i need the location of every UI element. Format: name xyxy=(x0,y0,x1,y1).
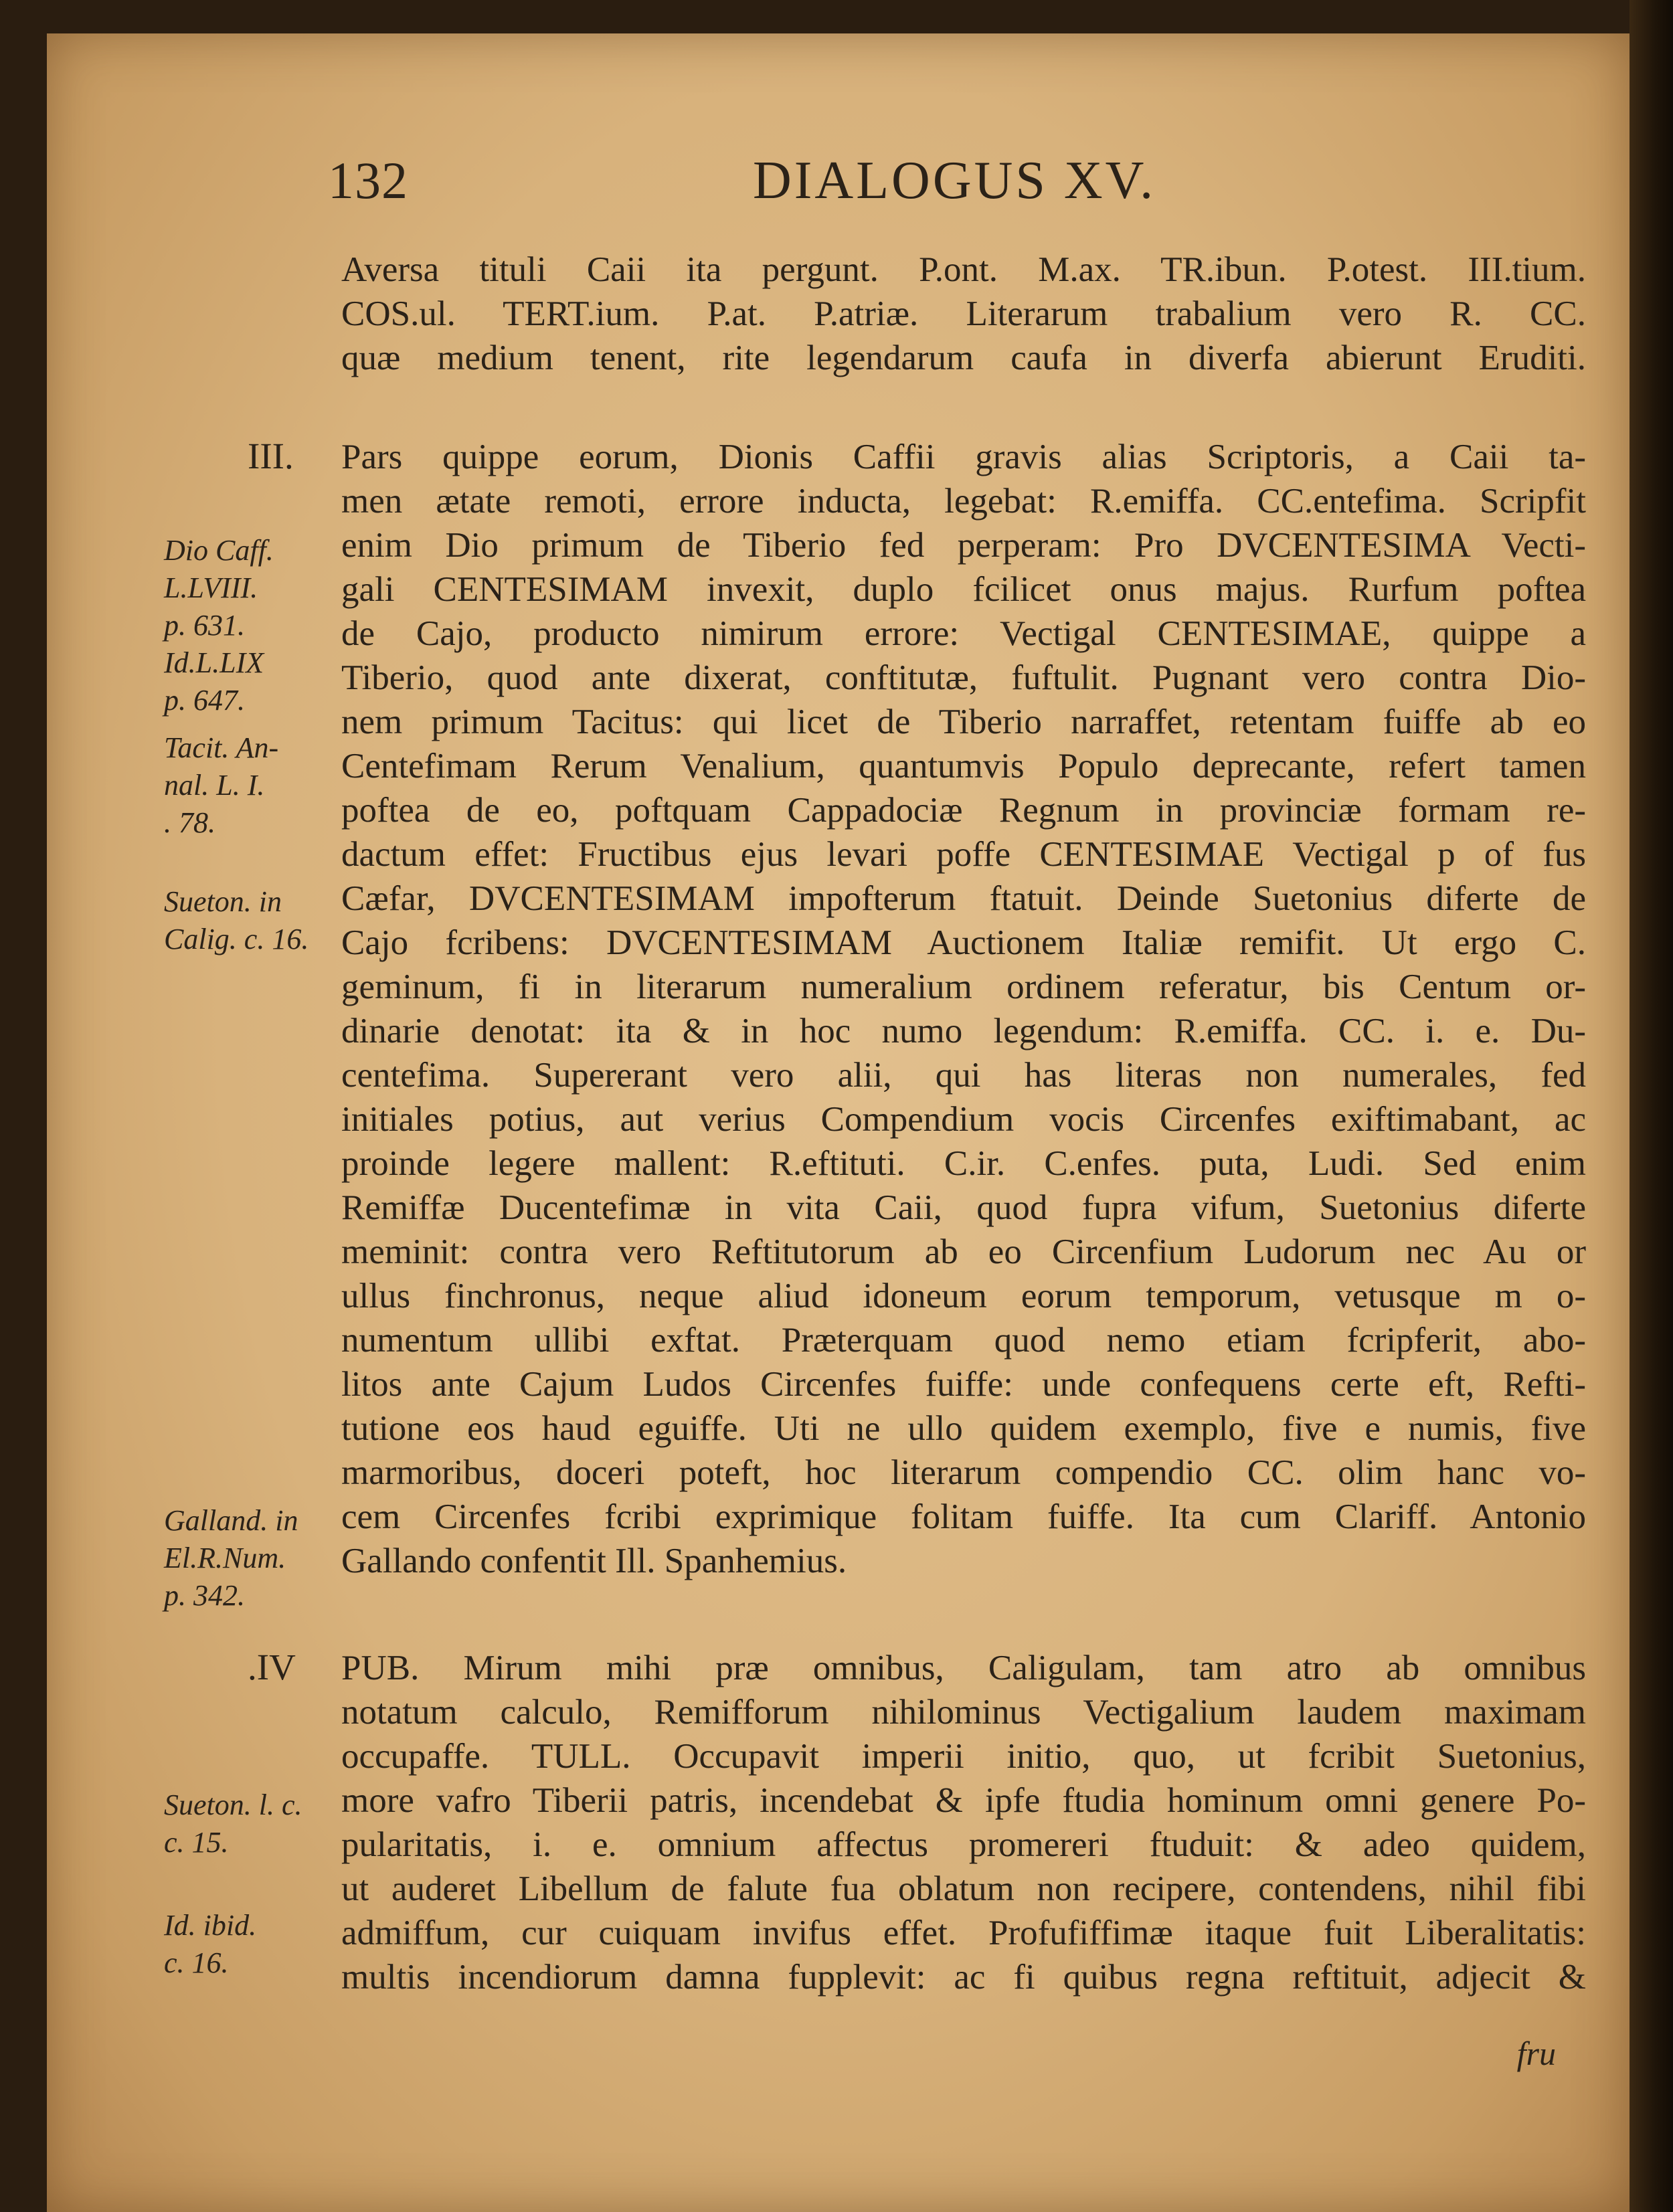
text-line: poftea de eo, poftquam Cappadociæ Regnum in provinciæ formam re- xyxy=(341,791,1586,830)
text-line: litos ante Cajum Ludos Circenfes fuiffe: unde confequens certe eft, Refti- xyxy=(341,1365,1586,1404)
binding-gutter xyxy=(1630,0,1673,2212)
text-line: multis incendiorum damna fupplevit: ac fi quibus regna reftituit, adjecit & xyxy=(341,1958,1586,1997)
section-marker: .IV xyxy=(248,1647,296,1687)
text-line: Remiffæ Ducentefimæ in vita Caii, quod fupra vifum, Suetonius diferte xyxy=(341,1188,1586,1227)
margin-note: Galland. in El.R.Num. p. 342. xyxy=(164,1504,298,1612)
text-line: Centefimam Rerum Venalium, quantumvis Populo deprecante, refert tamen xyxy=(341,747,1586,786)
text-line: initiales potius, aut verius Compendium vocis Circenfes exiftimabant, ac xyxy=(341,1100,1586,1139)
text-line: occupaffe. TULL. Occupavit imperii initio, quo, ut fcribit Suetonius, xyxy=(341,1737,1586,1776)
text-line: ullus finchronus, neque aliud idoneum eorum temporum, vetusque m o- xyxy=(341,1277,1586,1315)
text-line: quæ medium tenent, rite legendarum caufa in diverfa abierunt Eruditi. xyxy=(341,339,1586,377)
text-line: dinarie denotat: ita & in hoc numo legendum: R.emiffa. CC. i. e. Du- xyxy=(341,1012,1586,1050)
text-line: de Cajo, producto nimirum errore: Vectigal CENTESIMAE, quippe a xyxy=(341,614,1586,653)
text-line: cem Circenfes fcribi exprimique folitam fuiffe. Ita cum Clariff. Antonio xyxy=(341,1497,1586,1536)
text-line: pularitatis, i. e. omnium affectus promereri ftuduit: & adeo quidem, xyxy=(341,1825,1586,1864)
page-number: 132 xyxy=(328,151,408,209)
text-line: enim Dio primum de Tiberio fed perperam: Pro DVCENTESIMA Vecti- xyxy=(341,526,1586,565)
margin-note: Id. ibid. c. 16. xyxy=(164,1909,257,1979)
text-line: Cæfar, DVCENTESIMAM impofterum ftatuit. Deinde Suetonius diferte de xyxy=(341,879,1586,918)
book-page xyxy=(47,33,1630,2212)
text-line: marmoribus, doceri poteft, hoc literarum compendio CC. olim hanc vo- xyxy=(341,1453,1586,1492)
text-line: geminum, fi in literarum numeralium ordinem referatur, bis Centum or- xyxy=(341,967,1586,1006)
text-line: ut auderet Libellum de falute fua oblatum non recipere, contendens, nihil fibi xyxy=(341,1869,1586,1908)
text-line: meminit: contra vero Reftitutorum ab eo Circenfium Ludorum nec Au or xyxy=(341,1232,1586,1271)
text-line: more vafro Tiberii patris, incendebat & ipfe ftudia hominum omni genere Po- xyxy=(341,1781,1586,1820)
text-line: PUB. Mirum mihi præ omnibus, Caligulam, tam atro ab omnibus xyxy=(341,1649,1586,1687)
text-line: Pars quippe eorum, Dionis Caffii gravis alias Scriptoris, a Caii ta- xyxy=(341,438,1586,476)
margin-note: Dio Caff. L.LVIII. p. 631. Id.L.LIX p. 647. xyxy=(164,534,274,717)
section-marker: III. xyxy=(248,436,294,476)
catchword: fru xyxy=(1516,2035,1556,2072)
text-line: tutione eos haud eguiffe. Uti ne ullo quidem exemplo, five e numis, five xyxy=(341,1409,1586,1448)
text-line: dactum effet: Fructibus ejus levari poffe CENTESIMAE Vectigal p of fus xyxy=(341,835,1586,874)
text-line: Cajo fcribens: DVCENTESIMAM Auctionem Italiæ remifit. Ut ergo C. xyxy=(341,923,1586,962)
text-line: centefima. Supererant vero alii, qui has literas non numerales, fed xyxy=(341,1056,1586,1095)
text-line: numentum ullibi exftat. Præterquam quod nemo etiam fcripferit, abo- xyxy=(341,1321,1586,1360)
text-line: COS.ul. TERT.ium. P.at. P.atriæ. Literarum trabalium vero R. CC. xyxy=(341,294,1586,333)
margin-note: Tacit. An- nal. L. I. . 78. xyxy=(164,731,279,839)
text-line: Gallando confentit Ill. Spanhemius. xyxy=(341,1542,847,1580)
text-line: gali CENTESIMAM invexit, duplo fcilicet onus majus. Rurfum poftea xyxy=(341,570,1586,609)
margin-note: Sueton. l. c. c. 15. xyxy=(164,1788,302,1859)
text-line: notatum calculo, Remifforum nihilominus Vectigalium laudem maximam xyxy=(341,1693,1586,1732)
text-line: proinde legere mallent: R.eftituti. C.ir. C.enfes. puta, Ludi. Sed enim xyxy=(341,1144,1586,1183)
text-line: Aversa tituli Caii ita pergunt. P.ont. M.ax. TR.ibun. P.otest. III.tium. xyxy=(341,250,1586,289)
text-line: nem primum Tacitus: qui licet de Tiberio narraffet, retentam fuiffe ab eo xyxy=(341,703,1586,741)
text-line: admiffum, cur cuiquam invifus effet. Profufiffimæ itaque fuit Liberalitatis: xyxy=(341,1914,1586,1952)
margin-note: Sueton. in Calig. c. 16. xyxy=(164,885,309,955)
text-line: Tiberio, quod ante dixerat, conftitutæ, fuftulit. Pugnant vero contra Dio- xyxy=(341,658,1586,697)
text-line: men ætate remoti, errore inducta, legebat: R.emiffa. CC.entefima. Scripfit xyxy=(341,482,1586,521)
running-head: DIALOGUS XV. xyxy=(753,151,1156,210)
